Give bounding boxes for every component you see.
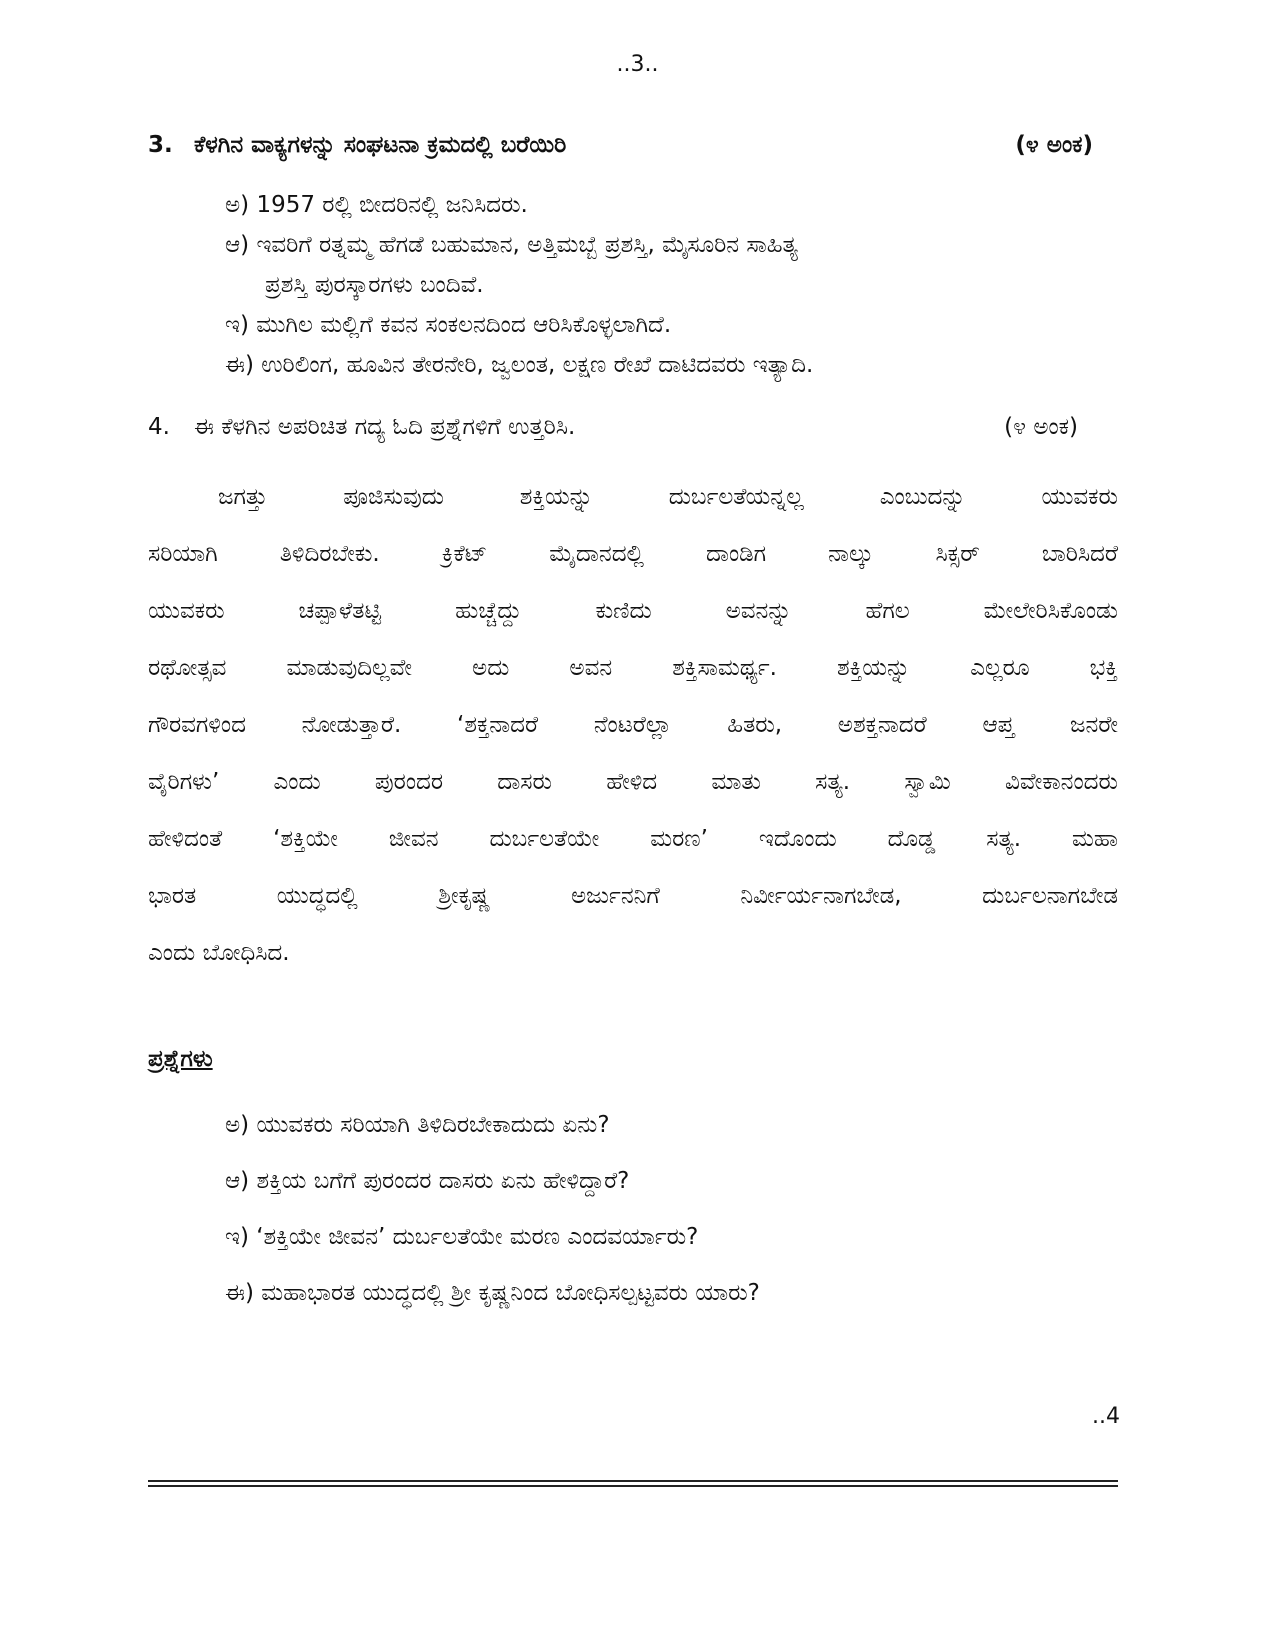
question-4-number: 4. <box>148 414 170 440</box>
passage-line: ಜಗತ್ತು ಪೂಜಿಸುವುದು ಶಕ್ತಿಯನ್ನು ದುರ್ಬಲತೆಯನ್ನಲ್ಲ ಎಂಬುದನ್ನು ಯುವಕರು <box>218 484 1118 510</box>
list-item: ಅ) 1957 ರಲ್ಲಿ ಬೀದರಿನಲ್ಲಿ ಜನಿಸಿದರು. <box>225 192 528 218</box>
list-item: ಆ) ಇವರಿಗೆ ರತ್ನಮ್ಮ ಹೆಗಡೆ ಬಹುಮಾನ, ಅತ್ತಿಮಬ್ಬೆ ಪ್ರಶಸ್ತಿ, ಮೈಸೂರಿನ ಸಾಹಿತ್ಯ <box>225 232 798 258</box>
page-number-next: ..4 <box>1092 1404 1120 1429</box>
footer-rule-bottom <box>148 1485 1118 1487</box>
question-4-title: ಈ ಕೆಳಗಿನ ಅಪರಿಚಿತ ಗದ್ಯ ಓದಿ ಪ್ರಶ್ನೆಗಳಿಗೆ ಉತ್ತರಿಸಿ. <box>194 414 576 440</box>
question-4-heading <box>148 414 1078 440</box>
questions-title: ಪ್ರಶ್ನೆಗಳು <box>148 1046 213 1072</box>
question-item: ಅ) ಯುವಕರು ಸರಿಯಾಗಿ ತಿಳಿದಿರಬೇಕಾದುದು ಏನು? <box>225 1112 610 1138</box>
passage-line: ಎಂದು ಬೋಧಿಸಿದ. <box>148 940 290 966</box>
list-item: ಈ) ಉರಿಲಿಂಗ, ಹೂವಿನ ತೇರನೇರಿ, ಜ್ವಲಂತ, ಲಕ್ಷಣ ರೇಖೆ ದಾಟಿದವರು ಇತ್ಯಾದಿ. <box>225 352 814 378</box>
passage-line: ಗೌರವಗಳಿಂದ ನೋಡುತ್ತಾರೆ. ‘ಶಕ್ತನಾದರೆ ನೆಂಟರೆಲ್ಲಾ ಹಿತರು, ಅಶಕ್ತನಾದರೆ ಆಪ್ತ ಜನರೇ <box>148 712 1118 738</box>
passage-line: ಸರಿಯಾಗಿ ತಿಳಿದಿರಬೇಕು. ಕ್ರಿಕೆಟ್ ಮೈದಾನದಲ್ಲಿ ದಾಂಡಿಗ ನಾಲ್ಕು ಸಿಕ್ಸರ್ ಬಾರಿಸಿದರೆ <box>148 541 1118 567</box>
footer-rule-top <box>148 1480 1118 1482</box>
passage-line: ರಥೋತ್ಸವ ಮಾಡುವುದಿಲ್ಲವೇ ಅದು ಅವನ ಶಕ್ತಿಸಾಮರ್ಥ್ಯ. ಶಕ್ತಿಯನ್ನು ಎಲ್ಲರೂ ಭಕ್ತಿ <box>148 655 1118 681</box>
passage-line: ವೈರಿಗಳು’ ಎಂದು ಪುರಂದರ ದಾಸರು ಹೇಳಿದ ಮಾತು ಸತ್ಯ. ಸ್ವಾಮಿ ವಿವೇಕಾನಂದರು <box>148 769 1118 795</box>
passage-line: ಹೇಳಿದಂತೆ ‘ಶಕ್ತಿಯೇ ಜೀವನ ದುರ್ಬಲತೆಯೇ ಮರಣ’ ಇದೊಂದು ದೊಡ್ಡ ಸತ್ಯ. ಮಹಾ <box>148 826 1118 852</box>
question-item: ಇ) ‘ಶಕ್ತಿಯೇ ಜೀವನ’ ದುರ್ಬಲತೆಯೇ ಮರಣ ಎಂದವರ್ಯಾರು? <box>225 1224 699 1250</box>
question-4-marks: (೪ ಅಂಕ) <box>1004 414 1078 440</box>
question-item: ಈ) ಮಹಾಭಾರತ ಯುದ್ಧದಲ್ಲಿ ಶ್ರೀ ಕೃಷ್ಣನಿಂದ ಬೋಧಿಸಲ್ಪಟ್ಟವರು ಯಾರು? <box>225 1280 760 1306</box>
passage-line: ಭಾರತ ಯುದ್ಧದಲ್ಲಿ ಶ್ರೀಕೃಷ್ಣ ಅರ್ಜುನನಿಗೆ ನಿರ್ವೀರ್ಯನಾಗಬೇಡ, ದುರ್ಬಲನಾಗಬೇಡ <box>148 883 1118 909</box>
passage-line: ಯುವಕರು ಚಪ್ಪಾಳೆತಟ್ಟಿ ಹುಚ್ಚೆದ್ದು ಕುಣಿದು ಅವನನ್ನು ಹೆಗಲ ಮೇಲೇರಿಸಿಕೊಂಡು <box>148 598 1118 624</box>
page-number-top: ..3.. <box>616 52 659 77</box>
question-3-items <box>225 185 813 385</box>
question-3-number: 3. <box>148 132 173 158</box>
question-3-heading <box>148 132 1093 158</box>
question-3-marks: (೪ ಅಂಕ) <box>1015 132 1093 158</box>
question-3-title: ಕೆಳಗಿನ ವಾಕ್ಯಗಳನ್ನು ಸಂಘಟನಾ ಕ್ರಮದಲ್ಲಿ ಬರೆಯಿರಿ <box>194 132 567 158</box>
list-item: ಇ) ಮುಗಿಲ ಮಲ್ಲಿಗೆ ಕವನ ಸಂಕಲನದಿಂದ ಆರಿಸಿಕೊಳ್ಳಲಾಗಿದೆ. <box>225 312 672 338</box>
list-item-continuation: ಪ್ರಶಸ್ತಿ ಪುರಸ್ಕಾರಗಳು ಬಂದಿವೆ. <box>265 272 484 298</box>
question-item: ಆ) ಶಕ್ತಿಯ ಬಗೆಗೆ ಪುರಂದರ ದಾಸರು ಏನು ಹೇಳಿದ್ದಾರೆ? <box>225 1168 630 1194</box>
